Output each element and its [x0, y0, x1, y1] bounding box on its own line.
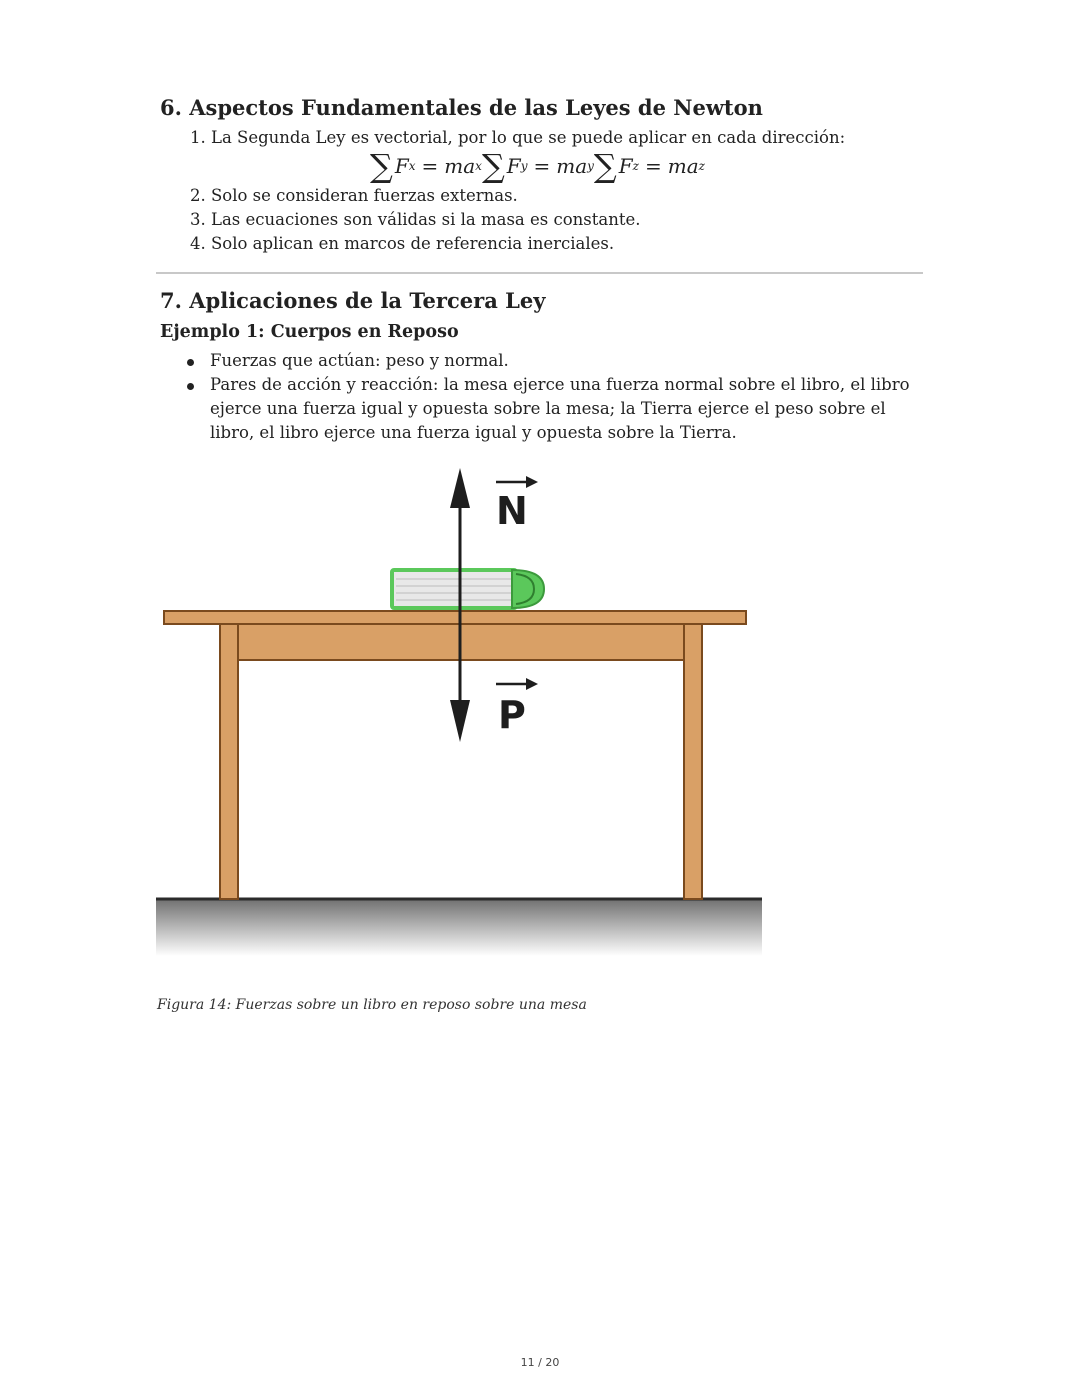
list-item: 1. La Segunda Ley es vectorial, por lo que se puede aplicar en cada dirección:: [190, 128, 846, 147]
table-leg-right: [684, 624, 702, 899]
bullet-icon: [187, 383, 194, 390]
list-item: 2. Solo se consideran fuerzas externas.: [190, 186, 518, 205]
section-6-heading: 6. Aspectos Fundamentales de las Leyes de Newton: [160, 95, 763, 120]
weight-label: [496, 678, 538, 737]
svg-text:N: N: [496, 489, 528, 533]
section-6-list-continued: [190, 184, 640, 256]
floor: [156, 898, 762, 956]
table-top: [164, 611, 746, 624]
book: [392, 570, 544, 608]
sum-symbol: ∑: [593, 147, 617, 185]
page-number: 11 / 20: [520, 1356, 560, 1369]
section-divider: [156, 272, 923, 274]
list-item: 4. Solo aplican en marcos de referencia inerciales.: [190, 234, 615, 253]
example-1-heading: Ejemplo 1: Cuerpos en Reposo: [160, 322, 459, 342]
normal-label: [496, 476, 538, 533]
section-7-heading: 7. Aplicaciones de la Tercera Ley: [160, 288, 546, 313]
section-7-bullets: [180, 349, 925, 445]
list-item: Fuerzas que actúan: peso y normal.: [180, 349, 925, 373]
list-item: 3. Las ecuaciones son válidas si la masa es constante.: [190, 210, 641, 229]
table-leg-left: [220, 624, 238, 899]
figure-caption: Figura 14: Fuerzas sobre un libro en reposo sobre una mesa: [157, 997, 587, 1013]
sum-symbol: ∑: [370, 147, 393, 185]
newton-component-equations: ∑ F x = ma x ∑ F y = ma y ∑ F z = ma z: [370, 147, 705, 185]
bullet-icon: [187, 359, 194, 366]
svg-text:P: P: [498, 693, 526, 737]
list-item: Pares de acción y reacción: la mesa ejerce una fuerza normal sobre el libro, el libro ejerce una fuerza igual y opuesta sobre la mesa; la Tierra ejerce el peso sobre el libro, el libro ejerce una fuerza igual y opuesta sobre la Tierra.: [180, 373, 925, 445]
book-on-table-figure: [156, 462, 766, 957]
sum-symbol: ∑: [481, 147, 505, 185]
